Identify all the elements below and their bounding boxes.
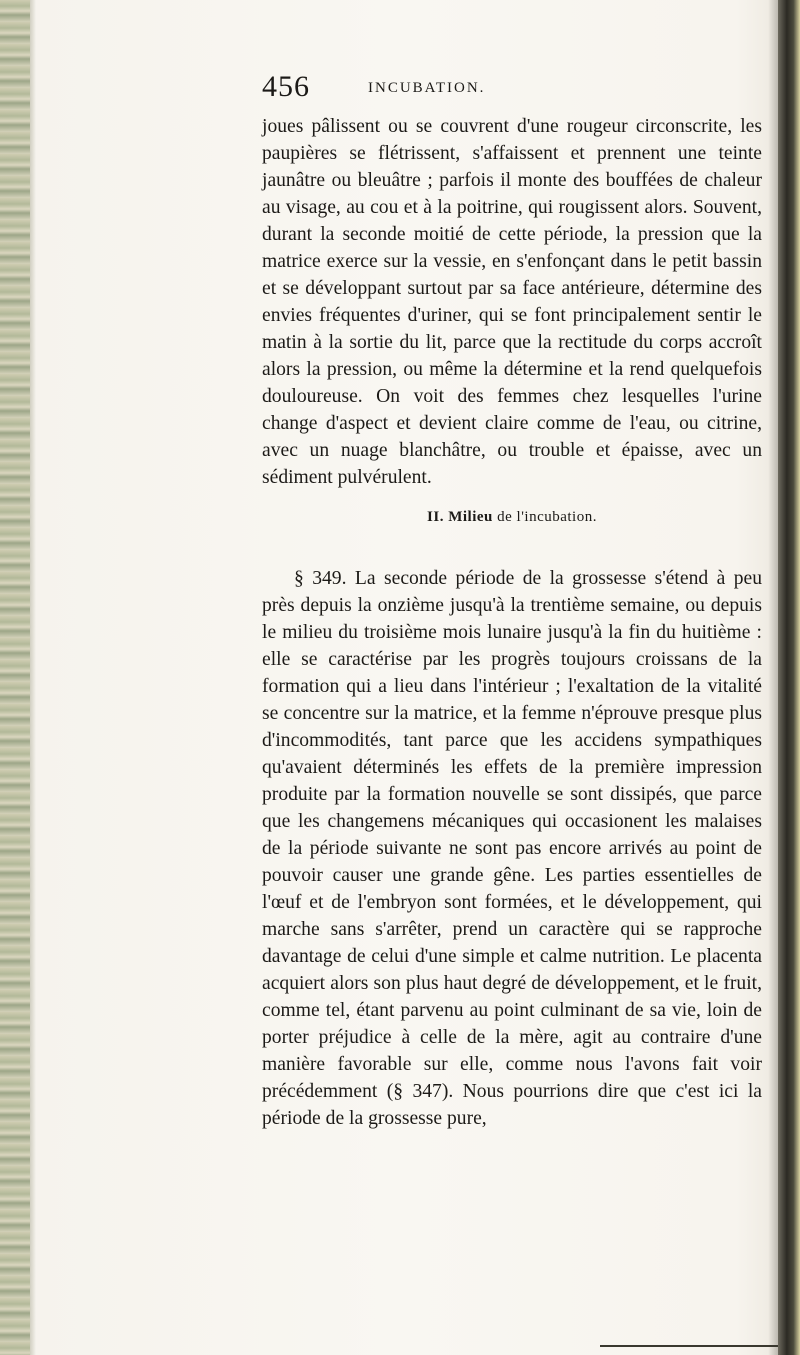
section-number: II.: [427, 509, 444, 525]
gutter-shadow: [768, 0, 778, 1355]
section-title-bold: Milieu: [448, 509, 493, 525]
page-edge: [778, 0, 800, 1355]
paragraph-2: § 349. La seconde période de la grossesse s'étend à peu près depuis la onzième jusqu'à la trentième semaine, ou depuis le milieu du troisième mois lunaire jusqu'à la fin du huitième : elle se caractérise par les progrès toujours croissans de la formation qui a lieu dans l'intérieur ; l'exaltation de la vitalité se concentre sur la matrice, et la femme n'éprouve presque plus d'incommodités, tant parce que les accidens sympathiques qu'avaient déterminés les effets de la première impression produite par la formation nouvelle se sont dissipés, que parce que les changemens mécaniques qui occasionent les malaises de la période suivante ne sont pas encore arrivés au point de pouvoir causer une grande gêne. Les parties essentielles de l'œuf et de l'embryon sont formées, et le développement, qui marche sans s'arrêter, prend un caractère qui se rapproche davantage de celui d'une simple et calme nutrition. Le placenta acquiert alors son plus haut degré de développement, et le fruit, comme tel, étant parvenu au point culminant de sa vie, loin de porter préjudice à celle de la mère, agit au contraire d'une manière favorable sur elle, comme nous l'avons fait voir précédemment (§ 347). Nous pourrions dire que c'est ici la période de la grossesse pure,: [262, 568, 762, 1129]
section-title-rest: de l'incubation.: [497, 509, 597, 525]
paragraph-1: joues pâlissent ou se couvrent d'une rougeur circonscrite, les paupières se flétrissent, s'affaissent et prennent une teinte jaunâtre ou bleuâtre ; parfois il monte des bouffées de chaleur au visage, au cou et à la poitrine, qui rougissent alors. Souvent, durant la seconde moitié de cette période, la pression que la matrice exerce sur la vessie, en s'enfonçant dans le petit bassin et se développant surtout par sa face antérieure, détermine des envies fréquentes d'uriner, qui se font principalement sentir le matin à la sortie du lit, parce que la rectitude du corps accroît alors la pression, ou même la détermine et la rend quelquefois douloureuse. On voit des femmes chez lesquelles l'urine change d'aspect et devient claire comme de l'eau, ou citrine, avec un nuage blanchâtre, ou trouble et épaisse, avec un sédiment pulvérulent.: [262, 116, 762, 488]
page-header: [0, 70, 800, 110]
running-head: INCUBATION.: [368, 80, 486, 96]
binding-edge: [0, 0, 30, 1355]
bottom-rule: [600, 1345, 778, 1347]
section-heading: [262, 509, 762, 526]
page-number: 456: [262, 70, 310, 103]
